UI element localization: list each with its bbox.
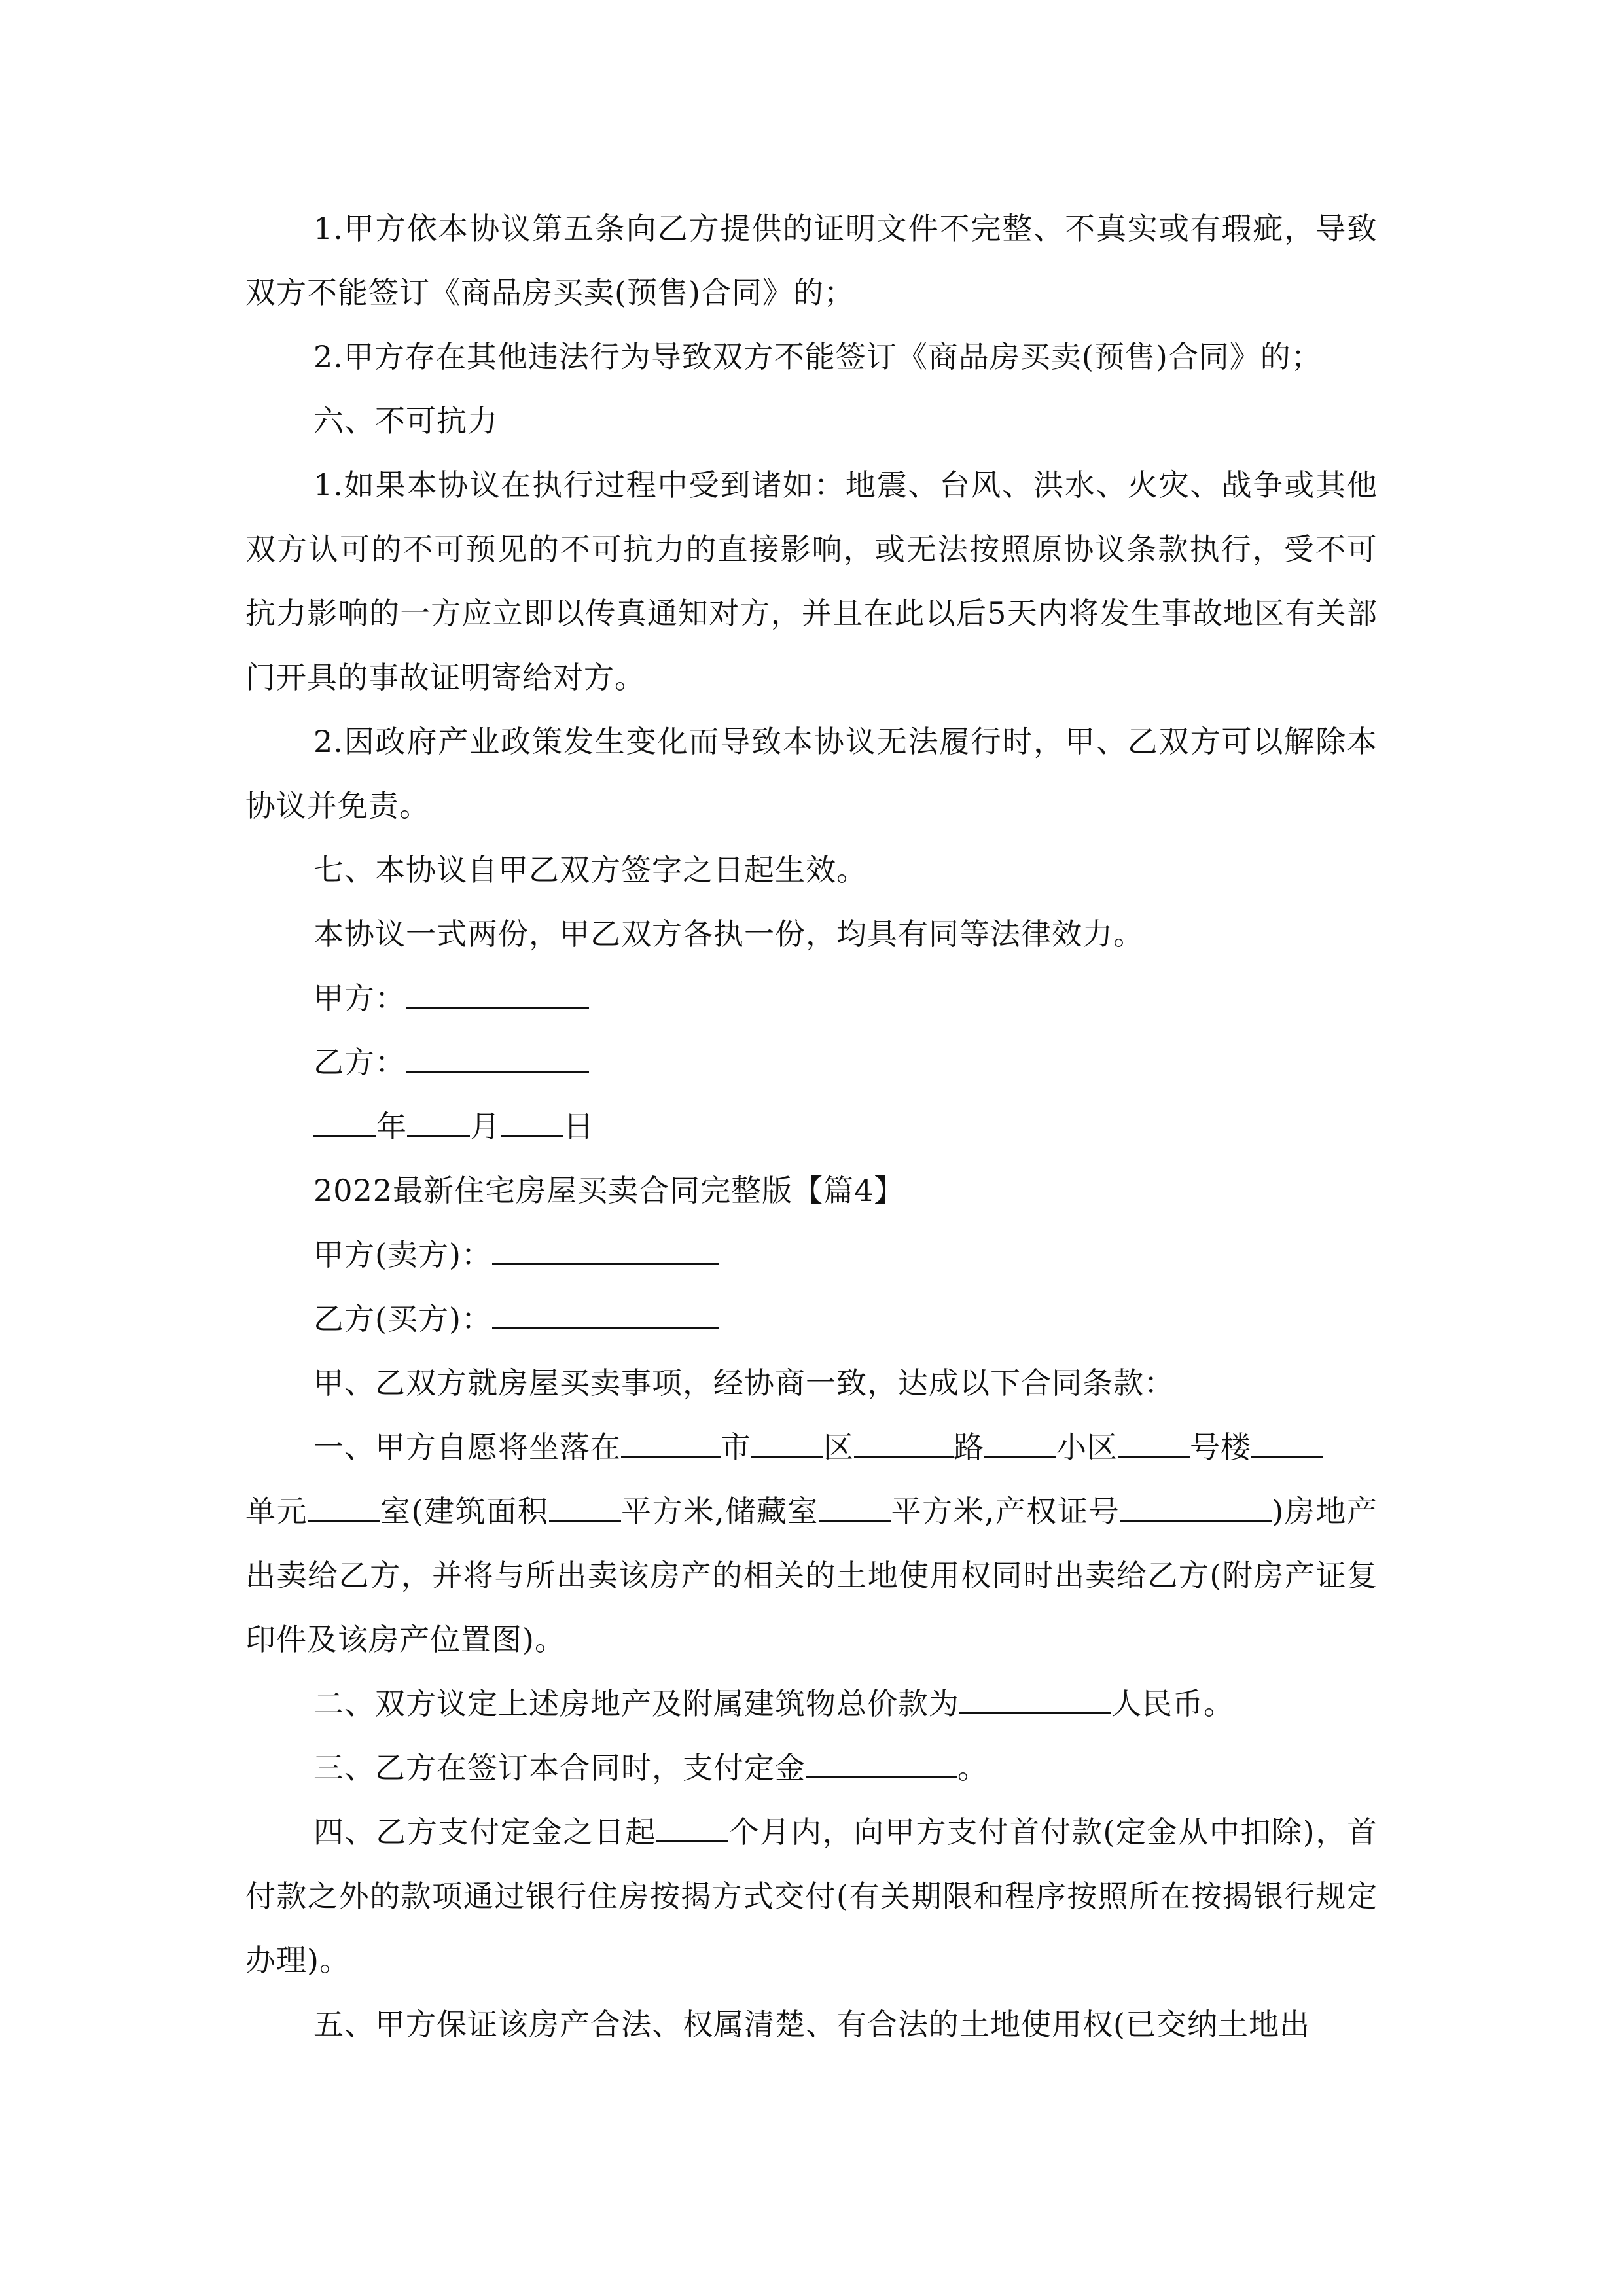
month-blank[interactable] (407, 1115, 470, 1137)
signature-label-b: 乙方： (313, 1045, 406, 1080)
seller-blank[interactable] (492, 1244, 719, 1265)
year-blank[interactable] (313, 1115, 376, 1137)
clause-5: 五、甲方保证该房产合法、权属清楚、有合法的土地使用权(已交纳土地出 (313, 2007, 1310, 2042)
clause1-text-7: 单元 (245, 1494, 308, 1529)
day-label: 日 (563, 1109, 594, 1144)
buyer-label: 乙方(买方)： (313, 1301, 492, 1336)
section-heading-6: 六、不可抗力 (313, 403, 498, 439)
paragraph-3: 1.如果本协议在执行过程中受到诸如：地震、台风、洪水、火灾、战争或其他双方认可的不可预见的不可抗力的直接影响，或无法按照原协议条款执行，受不可抗力影响的一方应立即以传真通知对方，并且在此以后5天内将发生事故地区有关部门开具的事故证明寄给对方。 (245, 467, 1378, 695)
month-label: 月 (470, 1109, 501, 1144)
signature-line-b (245, 1030, 1378, 1094)
intro-paragraph: 甲、乙双方就房屋买卖事项，经协商一致，达成以下合同条款： (313, 1365, 1175, 1401)
document-body (245, 196, 1378, 2056)
paragraph-2: 2.甲方存在其他违法行为导致双方不能签订《商品房买卖(预售)合同》的； (313, 339, 1322, 374)
buyer-blank[interactable] (492, 1308, 719, 1329)
clause-1 (245, 1415, 1378, 1672)
section-heading-7: 七、本协议自甲乙双方签字之日起生效。 (313, 852, 867, 888)
clause1-text-8: 室(建筑面积 (380, 1494, 549, 1529)
clause-4 (245, 1800, 1378, 1992)
clause4-text-1: 四、乙方支付定金之日起 (313, 1814, 657, 1850)
paragraph-5: 本协议一式两份，甲乙双方各执一份，均具有同等法律效力。 (313, 916, 1144, 952)
clause2-text-1: 二、双方议定上述房地产及附属建筑物总价款为 (313, 1686, 959, 1721)
clause1-text-2: 市 (721, 1429, 751, 1465)
clause3-text-2: 。 (957, 1750, 988, 1785)
total-price-blank[interactable] (959, 1693, 1111, 1714)
road-blank[interactable] (854, 1436, 954, 1458)
clause1-text-12: 房地产出卖给乙方，并将与所出卖该房产的相关的土地使用权同时出卖给乙方(附房产证复印件及该房产位置图)。 (245, 1494, 1378, 1657)
signature-label-a: 甲方： (313, 980, 406, 1016)
signature-line-a (245, 966, 1378, 1030)
seller-line (245, 1223, 1378, 1287)
clause-3 (245, 1736, 1378, 1800)
community-blank[interactable] (984, 1436, 1056, 1458)
buyer-line (245, 1287, 1378, 1351)
clause4-text-2: 个月内，向甲方支付首付款(定金从中扣除)，首付款之外的款项通过银行住房按揭方式交付(有关期限和程序按照所在按揭银行规定办理)。 (245, 1814, 1378, 1978)
deposit-blank[interactable] (806, 1757, 957, 1778)
date-line (245, 1094, 1378, 1158)
clause1-text-9: 平方米,储藏室 (620, 1494, 819, 1529)
paragraph-4: 2.因政府产业政策发生变化而导致本协议无法履行时，甲、乙双方可以解除本协议并免责。 (245, 724, 1378, 823)
room-blank[interactable] (308, 1500, 380, 1522)
paragraph-1: 1.甲方依本协议第五条向乙方提供的证明文件不完整、不真实或有瑕疵，导致双方不能签订《商品房买卖(预售)合同》的； (245, 211, 1378, 310)
seller-label: 甲方(卖方)： (313, 1237, 492, 1272)
year-label: 年 (376, 1109, 407, 1144)
certificate-number-blank[interactable] (1120, 1500, 1272, 1522)
clause3-text-1: 三、乙方在签订本合同时，支付定金 (313, 1750, 806, 1785)
clause1-text-10: 平方米,产权证号 (891, 1494, 1120, 1529)
clause1-text-4: 路 (954, 1429, 984, 1465)
unit-blank[interactable] (1251, 1436, 1323, 1458)
contract-title: 2022最新住宅房屋买卖合同完整版【篇4】 (313, 1173, 905, 1208)
months-blank[interactable] (656, 1821, 728, 1842)
storage-area-blank[interactable] (819, 1500, 891, 1522)
clause2-text-2: 人民币。 (1111, 1686, 1234, 1721)
area-blank[interactable] (549, 1500, 621, 1522)
signature-blank-a[interactable] (406, 987, 589, 1009)
clause1-text-6: 号楼 (1190, 1429, 1251, 1465)
clause1-text-5: 小区 (1056, 1429, 1118, 1465)
clause1-text-1: 一、甲方自愿将坐落在 (313, 1429, 621, 1465)
day-blank[interactable] (501, 1115, 563, 1137)
clause1-text-3: 区 (823, 1429, 854, 1465)
clause-2 (245, 1672, 1378, 1736)
signature-blank-b[interactable] (406, 1051, 589, 1073)
building-blank[interactable] (1118, 1436, 1190, 1458)
city-blank[interactable] (621, 1436, 721, 1458)
clause1-text-11: ) (1272, 1494, 1285, 1529)
district-blank[interactable] (751, 1436, 823, 1458)
